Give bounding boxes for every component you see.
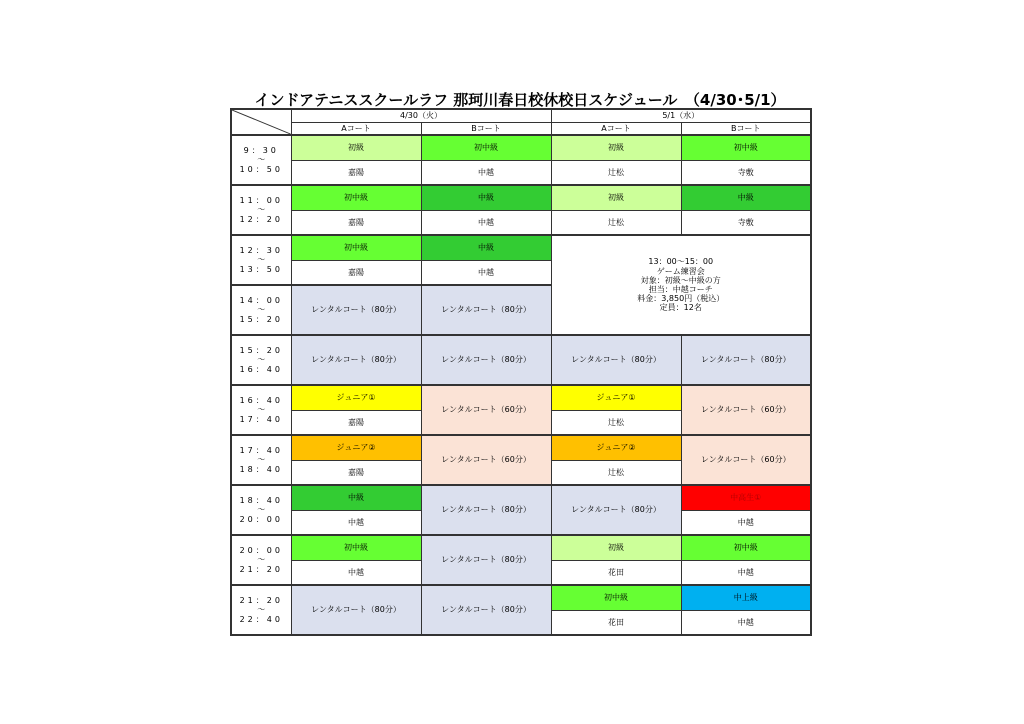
game-time: 13：00～15：00 — [648, 257, 714, 267]
game-fee: 料金：3,850円（税込） — [637, 294, 725, 304]
rental-court-cell: レンタルコート（80分） — [291, 585, 421, 635]
coach-cell: 嘉陽 — [291, 210, 421, 235]
coach-cell: 嘉陽 — [291, 460, 421, 485]
lesson-cell: 初級 — [291, 135, 421, 160]
lesson-cell: ジュニア① — [291, 385, 421, 410]
coach-cell: 嘉陽 — [291, 160, 421, 185]
time-slot: 16：40 ～ 17：40 — [231, 385, 291, 435]
coach-cell: 嘉陽 — [291, 260, 421, 285]
lesson-cell: 初中級 — [421, 135, 551, 160]
time-slot: 17：40 ～ 18：40 — [231, 435, 291, 485]
diagonal-line-icon — [232, 110, 291, 134]
coach-cell: 嘉陽 — [291, 410, 421, 435]
coach-cell: 辻松 — [551, 410, 681, 435]
rental-court-cell: レンタルコート（80分） — [421, 285, 551, 335]
rental-court-cell: レンタルコート（60分） — [421, 385, 551, 435]
lesson-cell: 初中級 — [681, 135, 811, 160]
corner-cell — [231, 109, 291, 135]
lesson-cell: 中高生① — [681, 485, 811, 510]
coach-cell: 花田 — [551, 560, 681, 585]
coach-cell: 中越 — [421, 160, 551, 185]
lesson-cell: 中上級 — [681, 585, 811, 610]
rental-court-cell: レンタルコート（80分） — [421, 485, 551, 535]
rental-court-cell: レンタルコート（60分） — [681, 435, 811, 485]
coach-cell: 花田 — [551, 610, 681, 635]
lesson-cell: 初級 — [551, 535, 681, 560]
game-capacity: 定員：12名 — [659, 303, 702, 313]
time-slot: 15：20 ～ 16：40 — [231, 335, 291, 385]
lesson-cell: 中級 — [291, 485, 421, 510]
lesson-cell: 初中級 — [291, 535, 421, 560]
game-name: ゲーム練習会 — [656, 266, 705, 276]
day-header-0501: 5/1（水） — [551, 109, 811, 122]
day-header-0430: 4/30（火） — [291, 109, 551, 122]
coach-cell: 中越 — [291, 510, 421, 535]
time-slot: 9：30 ～ 10：50 — [231, 135, 291, 185]
schedule-table — [230, 108, 812, 636]
lesson-cell: 初中級 — [291, 185, 421, 210]
rental-court-cell: レンタルコート（80分） — [681, 335, 811, 385]
rental-court-cell: レンタルコート（80分） — [291, 285, 421, 335]
lesson-cell: ジュニア① — [551, 385, 681, 410]
game-practice-event — [551, 235, 811, 335]
lesson-cell: 初級 — [551, 135, 681, 160]
rental-court-cell: レンタルコート（80分） — [291, 335, 421, 385]
rental-court-cell: レンタルコート（80分） — [421, 535, 551, 585]
rental-court-cell: レンタルコート（60分） — [421, 435, 551, 485]
lesson-cell: 中級 — [681, 185, 811, 210]
rental-court-cell: レンタルコート（80分） — [551, 485, 681, 535]
coach-cell: 辻松 — [551, 160, 681, 185]
coach-cell: 辻松 — [551, 460, 681, 485]
page-title: インドアテニススクールラフ 那珂川春日校休校日スケジュール （4/30･5/1） — [254, 91, 786, 109]
rental-court-cell: レンタルコート（60分） — [681, 385, 811, 435]
court-header: Aコート — [551, 122, 681, 135]
time-slot: 21：20 ～ 22：40 — [231, 585, 291, 635]
time-slot: 18：40 ～ 20：00 — [231, 485, 291, 535]
coach-cell: 中越 — [681, 560, 811, 585]
lesson-cell: 初中級 — [291, 235, 421, 260]
lesson-cell: 初中級 — [551, 585, 681, 610]
lesson-cell: 中級 — [421, 185, 551, 210]
coach-cell: 寺敷 — [681, 210, 811, 235]
coach-cell: 中越 — [681, 510, 811, 535]
coach-cell: 辻松 — [551, 210, 681, 235]
coach-cell: 中越 — [421, 260, 551, 285]
game-coach: 担当：中越コーチ — [648, 285, 713, 294]
time-slot: 14：00 ～ 15：20 — [231, 285, 291, 335]
time-slot: 11：00 ～ 12：20 — [231, 185, 291, 235]
lesson-cell: 初級 — [551, 185, 681, 210]
lesson-cell: ジュニア② — [291, 435, 421, 460]
time-slot: 20：00 ～ 21：20 — [231, 535, 291, 585]
rental-court-cell: レンタルコート（80分） — [421, 585, 551, 635]
coach-cell: 中越 — [681, 610, 811, 635]
game-target: 対象：初級～中級の方 — [640, 275, 721, 285]
lesson-cell: ジュニア② — [551, 435, 681, 460]
coach-cell: 中越 — [291, 560, 421, 585]
time-slot: 12：30 ～ 13：50 — [231, 235, 291, 285]
court-header: Aコート — [291, 122, 421, 135]
coach-cell: 寺敷 — [681, 160, 811, 185]
rental-court-cell: レンタルコート（80分） — [421, 335, 551, 385]
coach-cell: 中越 — [421, 210, 551, 235]
lesson-cell: 中級 — [421, 235, 551, 260]
court-header: Bコート — [681, 122, 811, 135]
rental-court-cell: レンタルコート（80分） — [551, 335, 681, 385]
court-header: Bコート — [421, 122, 551, 135]
lesson-cell: 初中級 — [681, 535, 811, 560]
